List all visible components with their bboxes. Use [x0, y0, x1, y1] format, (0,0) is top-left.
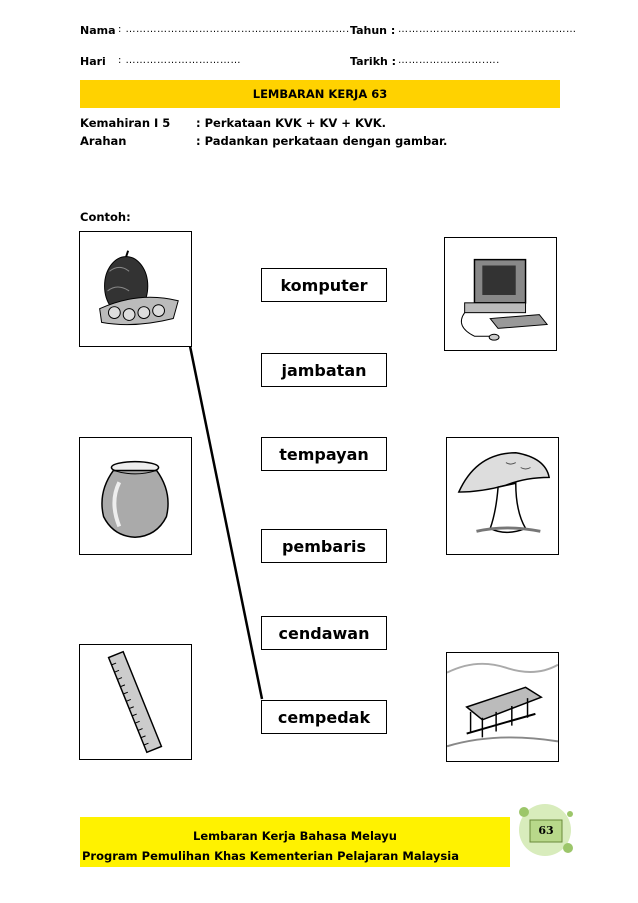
page-number: 63 [538, 824, 554, 837]
page-number-badge [510, 800, 580, 860]
pembaris-picture[interactable] [79, 644, 192, 760]
mushroom-icon [447, 438, 558, 554]
nama-field[interactable]: : ………………………………………………………. [118, 24, 350, 35]
word-box-komputer[interactable]: komputer [261, 268, 387, 302]
contoh-label: Contoh: [80, 210, 131, 224]
tarikh-field[interactable]: …………………….…. [398, 55, 500, 66]
hari-field[interactable]: : …………………………… [118, 55, 242, 66]
bridge-picture[interactable] [446, 652, 559, 762]
tempayan-picture[interactable] [79, 437, 192, 555]
bridge-icon [447, 653, 558, 761]
word-box-jambatan[interactable]: jambatan [261, 353, 387, 387]
footer-bar [80, 817, 510, 867]
computer-picture[interactable] [444, 237, 557, 351]
nama-label: Nama [80, 24, 116, 37]
footer-line-2: Program Pemulihan Khas Kementerian Pelajaran Malaysia [82, 849, 459, 863]
word-box-cendawan[interactable]: cendawan [261, 616, 387, 650]
tarikh-label: Tarikh : [350, 55, 397, 68]
worksheet-title: LEMBARAN KERJA 63 [80, 80, 560, 108]
arahan-label: Arahan [80, 134, 127, 148]
arahan-value: : Padankan perkataan dengan gambar. [196, 134, 448, 148]
word-box-cempedak[interactable]: cempedak [261, 700, 387, 734]
hari-label: Hari [80, 55, 106, 68]
kemahiran-value: : Perkataan KVK + KV + KVK. [196, 116, 387, 130]
word-box-tempayan[interactable]: tempayan [261, 437, 387, 471]
kemahiran-label: Kemahiran I 5 [80, 116, 171, 130]
tahun-label: Tahun : [350, 24, 396, 37]
word-box-pembaris[interactable]: pembaris [261, 529, 387, 563]
tahun-field[interactable]: …………………………………………… [398, 24, 577, 35]
ruler-icon [80, 645, 191, 759]
jar-icon [80, 438, 191, 554]
computer-icon [445, 238, 556, 350]
footer-line-1: Lembaran Kerja Bahasa Melayu [193, 829, 397, 843]
cempedak-icon [80, 232, 191, 346]
mushroom-picture[interactable] [446, 437, 559, 555]
cempedak-picture[interactable] [79, 231, 192, 347]
